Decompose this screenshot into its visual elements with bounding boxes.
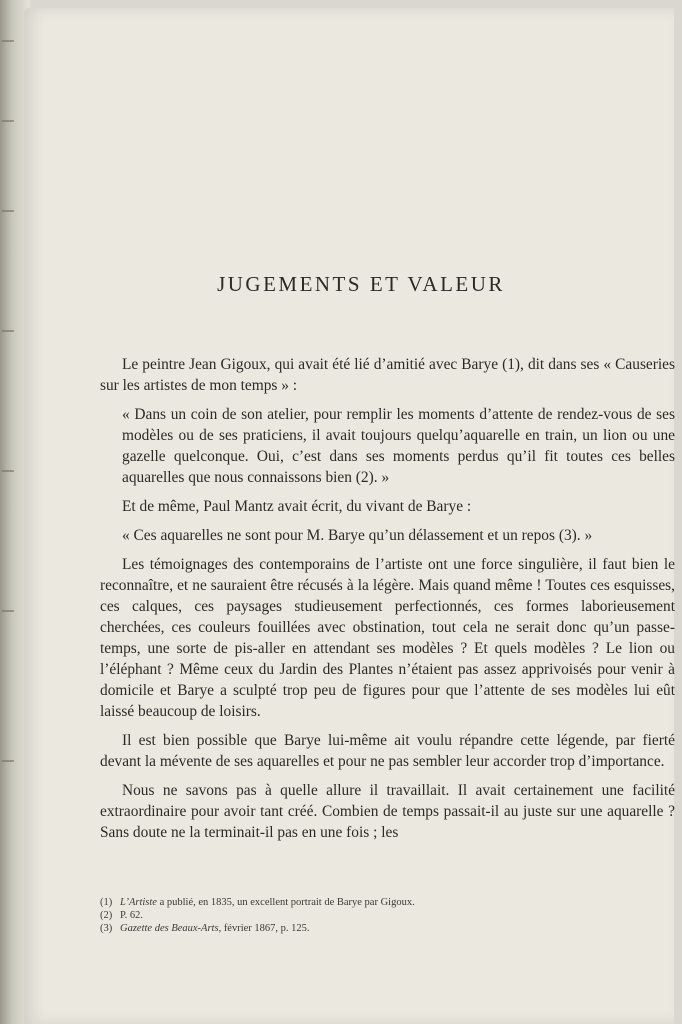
quote-mantz: « Ces aquarelles ne sont pour M. Barye qu’un délassement et un repos (3). »	[122, 527, 593, 544]
footnote-source: L’Artiste	[120, 897, 157, 908]
footnote-3	[100, 922, 600, 935]
footnote-text: , février 1867, p. 125.	[218, 923, 310, 934]
footnotes	[100, 896, 600, 935]
chapter-title: JUGEMENTS ET VALEUR	[217, 272, 505, 297]
paragraph-temoignages: Les témoignages des contemporains de l’artiste ont une force singulière, il faut bien le reconnaître, et ne sauraient être récusés à la légère. Mais quand même ! Toutes ces esquisses, ces calques, ces paysages studieusement perfectionnés, ces formes laborieusement cherchées, ces couleurs fouillées avec obstination, tout cela ne serait donc qu’un passe-temps, une sorte de pis-aller en attendant ses modèles ? Et quels modèles ? Le lion ou l’éléphant ? Même ceux du Jardin des Plantes n’étaient pas assez apprivoisés pour venir à domicile et Barye a sculpté trop peu de figures pour que l’attente de ses modèles lui eût laissé beaucoup de loisirs.	[100, 556, 675, 720]
book-page	[24, 8, 674, 1024]
footnote-mark: (3)	[100, 923, 113, 934]
footnote-mark: (1)	[100, 897, 113, 908]
footnote-2	[100, 909, 600, 922]
paragraph-mantz: Et de même, Paul Mantz avait écrit, du vivant de Barye :	[122, 498, 472, 515]
paragraph-intro: Le peintre Jean Gigoux, qui avait été lié d’amitié avec Barye (1), dit dans ses « Causeries sur les artistes de mon temps » :	[100, 356, 675, 394]
body-text	[100, 354, 675, 851]
footnote-mark: (2)	[100, 910, 113, 921]
paragraph-allure: Nous ne savons pas à quelle allure il travaillait. Il avait certainement une facilité extraordinaire pour avoir tant créé. Combien de temps passait-il au juste sur une aquarelle ? Sans doute ne la terminait-il pas en une fois ; les	[100, 782, 675, 841]
footnote-source: Gazette des Beaux-Arts	[120, 923, 219, 934]
footnote-text: a publié, en 1835, un excellent portrait de Barye par Gigoux.	[156, 897, 415, 908]
paragraph-legende: Il est bien possible que Barye lui-même ait voulu répandre cette légende, par fierté devant la mévente de ses aquarelles et pour ne pas sembler leur accorder trop d’importance.	[100, 732, 675, 770]
footnote-text: P. 62.	[120, 910, 144, 921]
quote-gigoux: « Dans un coin de son atelier, pour remplir les moments d’attente de rendez-vous de ses modèles ou de ses praticiens, il avait toujours quelqu’aquarelle en train, un lion ou une gazelle quelconque. Oui, c’est dans ses moments perdus qu’il fit toutes ces belles aquarelles que nous connaissons bien (2). »	[122, 406, 675, 486]
footnote-1	[100, 896, 600, 909]
